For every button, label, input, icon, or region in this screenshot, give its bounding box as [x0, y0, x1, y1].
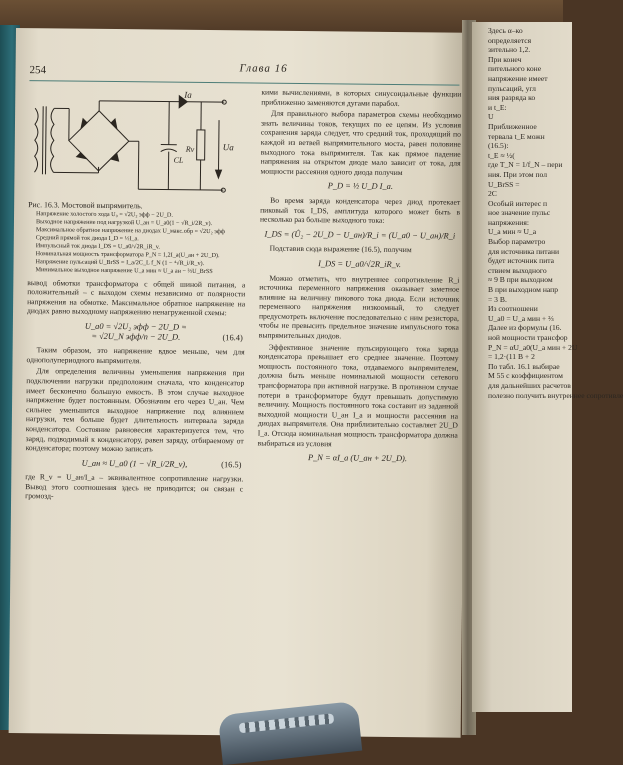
- right-page-line: = 3 В.: [488, 295, 569, 305]
- right-page-line: М 55 с коэффициентом: [488, 371, 569, 381]
- right-page-line: ное значение пульс: [488, 208, 569, 218]
- chapter-title: Глава 16: [240, 62, 288, 75]
- right-page-line: пульсаций, угл: [488, 84, 569, 94]
- left-column: [25, 88, 247, 503]
- right-page-line: ≈ 9 В при выходном: [488, 275, 569, 285]
- right-page-line: U_a мин ≈ U_a: [488, 227, 569, 237]
- paragraph: Для правильного выбора параметров схемы необходимо знать величины токов, текущих по ее цепям. Из условия сохранения заряда следует, что средний ток, проходящий по каждой из ветвей выпрямительного моста, равен половине выходного тока выпрямителя. Так как прямое падение напряжения на открытом диоде мало зависит от тока, для мощности рассеяния одного диода получим: [260, 109, 461, 178]
- right-page-line: ной мощности трансфор: [488, 333, 569, 343]
- equation-line: U_а0 = √2U₂ эфф − 2U_D =: [27, 321, 245, 333]
- caption-line: Напряжение холостого хода U₀ = √2U₂ эфф − 2U_D.: [36, 210, 246, 220]
- right-page-line: напряжения:: [488, 218, 569, 228]
- equation: P_D = ½ U_D I_a.: [260, 181, 460, 193]
- paragraph: вывод обмотки трансформатора с общей шиной питания, а положительный – с выходом схемы независимо от полярности напряжения на обмотке. Максимальное обратное напряжение на диодах равно выходному напряжению ненагруженной схемы:: [27, 278, 245, 319]
- right-page-line: полезно получить внутреннее сопротивле: [488, 391, 569, 401]
- equation: U_ан ≈ U_а0 (1 − √R_i/2R_v), (16.5): [25, 458, 243, 470]
- right-page-line: для дальнейших расчетов: [488, 381, 569, 391]
- equation-line: = √2U_N эфф/n − 2U_D. (16.4): [27, 331, 245, 343]
- right-page-line: Далее из формулы (16.: [488, 323, 569, 333]
- caption-line: Номинальная мощность трансформатора P_N = 1,2I_a(U_ан + 2U_D).: [36, 250, 246, 260]
- equation: I_DS = U_а0/√2R_iR_v.: [259, 258, 459, 270]
- caption-line: Максимальное обратное напряжение на диодах U_макс.обр = √2U₂ эфф: [36, 226, 246, 236]
- right-page-line: U_а0 = U_а мин + ⅔: [488, 314, 569, 324]
- right-page-line: тервала t_E можн: [488, 132, 569, 142]
- paragraph: Можно отметить, что внутреннее сопротивление R_i источника переменного напряжения оказывает заметное влияние на величину пикового тока диода. Если источник переменного напряжения низкоомный, то следует предусмотреть включение последовательно с ним резистора, чтобы не превысить предельное значение импульсного тока выпрямительных диодов.: [259, 273, 460, 342]
- paragraph: кими вычислениями, в которых синусоидальные функции приближенно заменяются дугами парабол.: [261, 88, 461, 109]
- right-page-line: (16.5):: [488, 141, 569, 151]
- equation-number: (16.5): [221, 460, 241, 470]
- equation-number: (16.4): [222, 333, 242, 343]
- right-page-line: U: [488, 112, 569, 122]
- left-page: [9, 28, 468, 738]
- right-page-line: P_N = αU_a0(U_а мин + 2U: [488, 343, 569, 353]
- right-page-line: Выбор параметро: [488, 237, 569, 247]
- equation: P_N = αI_a (U_ан + 2U_D).: [257, 453, 457, 465]
- right-page-line: Особый интерес п: [488, 199, 569, 209]
- right-page-line: Здесь α–ко: [488, 26, 569, 36]
- right-page-line: В при выходном напр: [488, 285, 569, 295]
- right-page-line: пительного коне: [488, 64, 569, 74]
- caption-line: Импульсный ток диода I_DS = U_a0/√2R_iR_v.: [36, 242, 246, 252]
- equation: [27, 321, 245, 342]
- label-ia: Ia: [183, 90, 192, 100]
- right-page-line: По табл. 16.1 выбирае: [488, 362, 569, 372]
- right-page-line: 2C: [488, 189, 569, 199]
- paragraph: Подставив сюда выражение (16.5), получим: [260, 244, 460, 256]
- right-page-line: ния. При этом пол: [488, 170, 569, 180]
- right-page-line: и t_E:: [488, 103, 569, 113]
- paragraph: где R_v = U_ан/I_a – эквивалентное сопротивление нагрузки. Вывод этого соотношения здесь не приводится; он связан с громозд-: [25, 472, 243, 503]
- label-rv: Rv: [185, 145, 195, 154]
- right-page-line: ния разряда ко: [488, 93, 569, 103]
- paragraph: Во время заряда конденсатора через диод протекает пиковый ток I_DS, амплитуда которого может быть в несколько раз больше выходного тока:: [260, 196, 460, 227]
- right-page: [472, 22, 572, 712]
- right-page-line: Из соотношени: [488, 304, 569, 314]
- right-page-line: для источника питани: [488, 247, 569, 257]
- right-page-line: где T_N = 1/f_N – пери: [488, 160, 569, 170]
- right-page-line: Приближенное: [488, 122, 569, 132]
- right-page-line: При конеч: [488, 55, 569, 65]
- right-page-line: зительно 1,2.: [488, 45, 569, 55]
- caption-line: Минимальное выходное напряжение U_a мин ≈ U_a ан − ⅔U_BrSS: [35, 266, 245, 276]
- right-column: [257, 86, 461, 470]
- right-page-line: t_E ≈ ½(: [488, 151, 569, 161]
- bridge-rectifier-diagram: [28, 88, 239, 200]
- caption-line: Средний прямой ток диода I_D = ½I_a.: [36, 234, 246, 244]
- label-ua: Ua: [223, 142, 235, 152]
- header-rule: [29, 80, 459, 86]
- label-cl: CL: [174, 156, 184, 165]
- right-page-line: ствием выходного: [488, 266, 569, 276]
- paragraph: Для определения величины уменьшения напряжения при подключении нагрузки предположим сначала, что конденсатор имеет бесконечно большую емкость. В этом случае выходное напряжение будет постоянным. Обозначим его через U_ан. Чем сильнее уменьшится выходное напряжение под влиянием нагрузки, тем больше будет длительность интервала заряда конденсатора. Состояние равновесия характеризуется тем, что заряд, подводимый к конденсатору, равен заряду, отбираемому от конденсатора; поэтому можно записать: [26, 366, 245, 455]
- running-header: [29, 56, 459, 83]
- equation: I_DS = (Û₂ − 2U_D − U_ан)/R_i = (U_а0 − U_ан)/R_i: [260, 229, 460, 241]
- right-page-line: = 1,2·(11 В + 2: [488, 352, 569, 362]
- paragraph: Таким образом, это напряжение вдвое меньше, чем для однополупериодного выпрямителя.: [26, 345, 244, 366]
- right-page-line: U_BrSS =: [488, 180, 569, 190]
- caption-line: Напряжение пульсаций U_BrSS = I_a/2C_L f_N (1 − ⁴√R_i/R_v).: [36, 258, 246, 268]
- page-number: 254: [29, 64, 46, 76]
- caption-line: Выходное напряжение под нагрузкой U_ан = U_а0(1 − √R_i/2R_v).: [36, 218, 246, 228]
- figure-caption: Рис. 16.3. Мостовой выпрямитель.: [28, 200, 246, 212]
- right-page-line: напряжение имеет: [488, 74, 569, 84]
- paragraph: Эффективное значение пульсирующего тока заряда конденсатора превышает его среднее значение. Поэтому мощность постоянного тока, отдаваемого выпрямителем, должна быть меньше номинальной мощности сетевого трансформатора при активной нагрузке. В противном случае потери в трансформаторе будут превышать допустимую величину. Мощность постоянного тока составит из заданной выходной мощности U_ан I_a и мощности рассеяния на диодах выпрямителя. Она приблизительно составляет 2U_D I_a. Отсюда номинальная мощность трансформатора должна выбираться из условия: [258, 342, 459, 450]
- right-page-text: [472, 22, 572, 400]
- right-page-line: будет источник пита: [488, 256, 569, 266]
- right-page-line: определяется: [488, 36, 569, 46]
